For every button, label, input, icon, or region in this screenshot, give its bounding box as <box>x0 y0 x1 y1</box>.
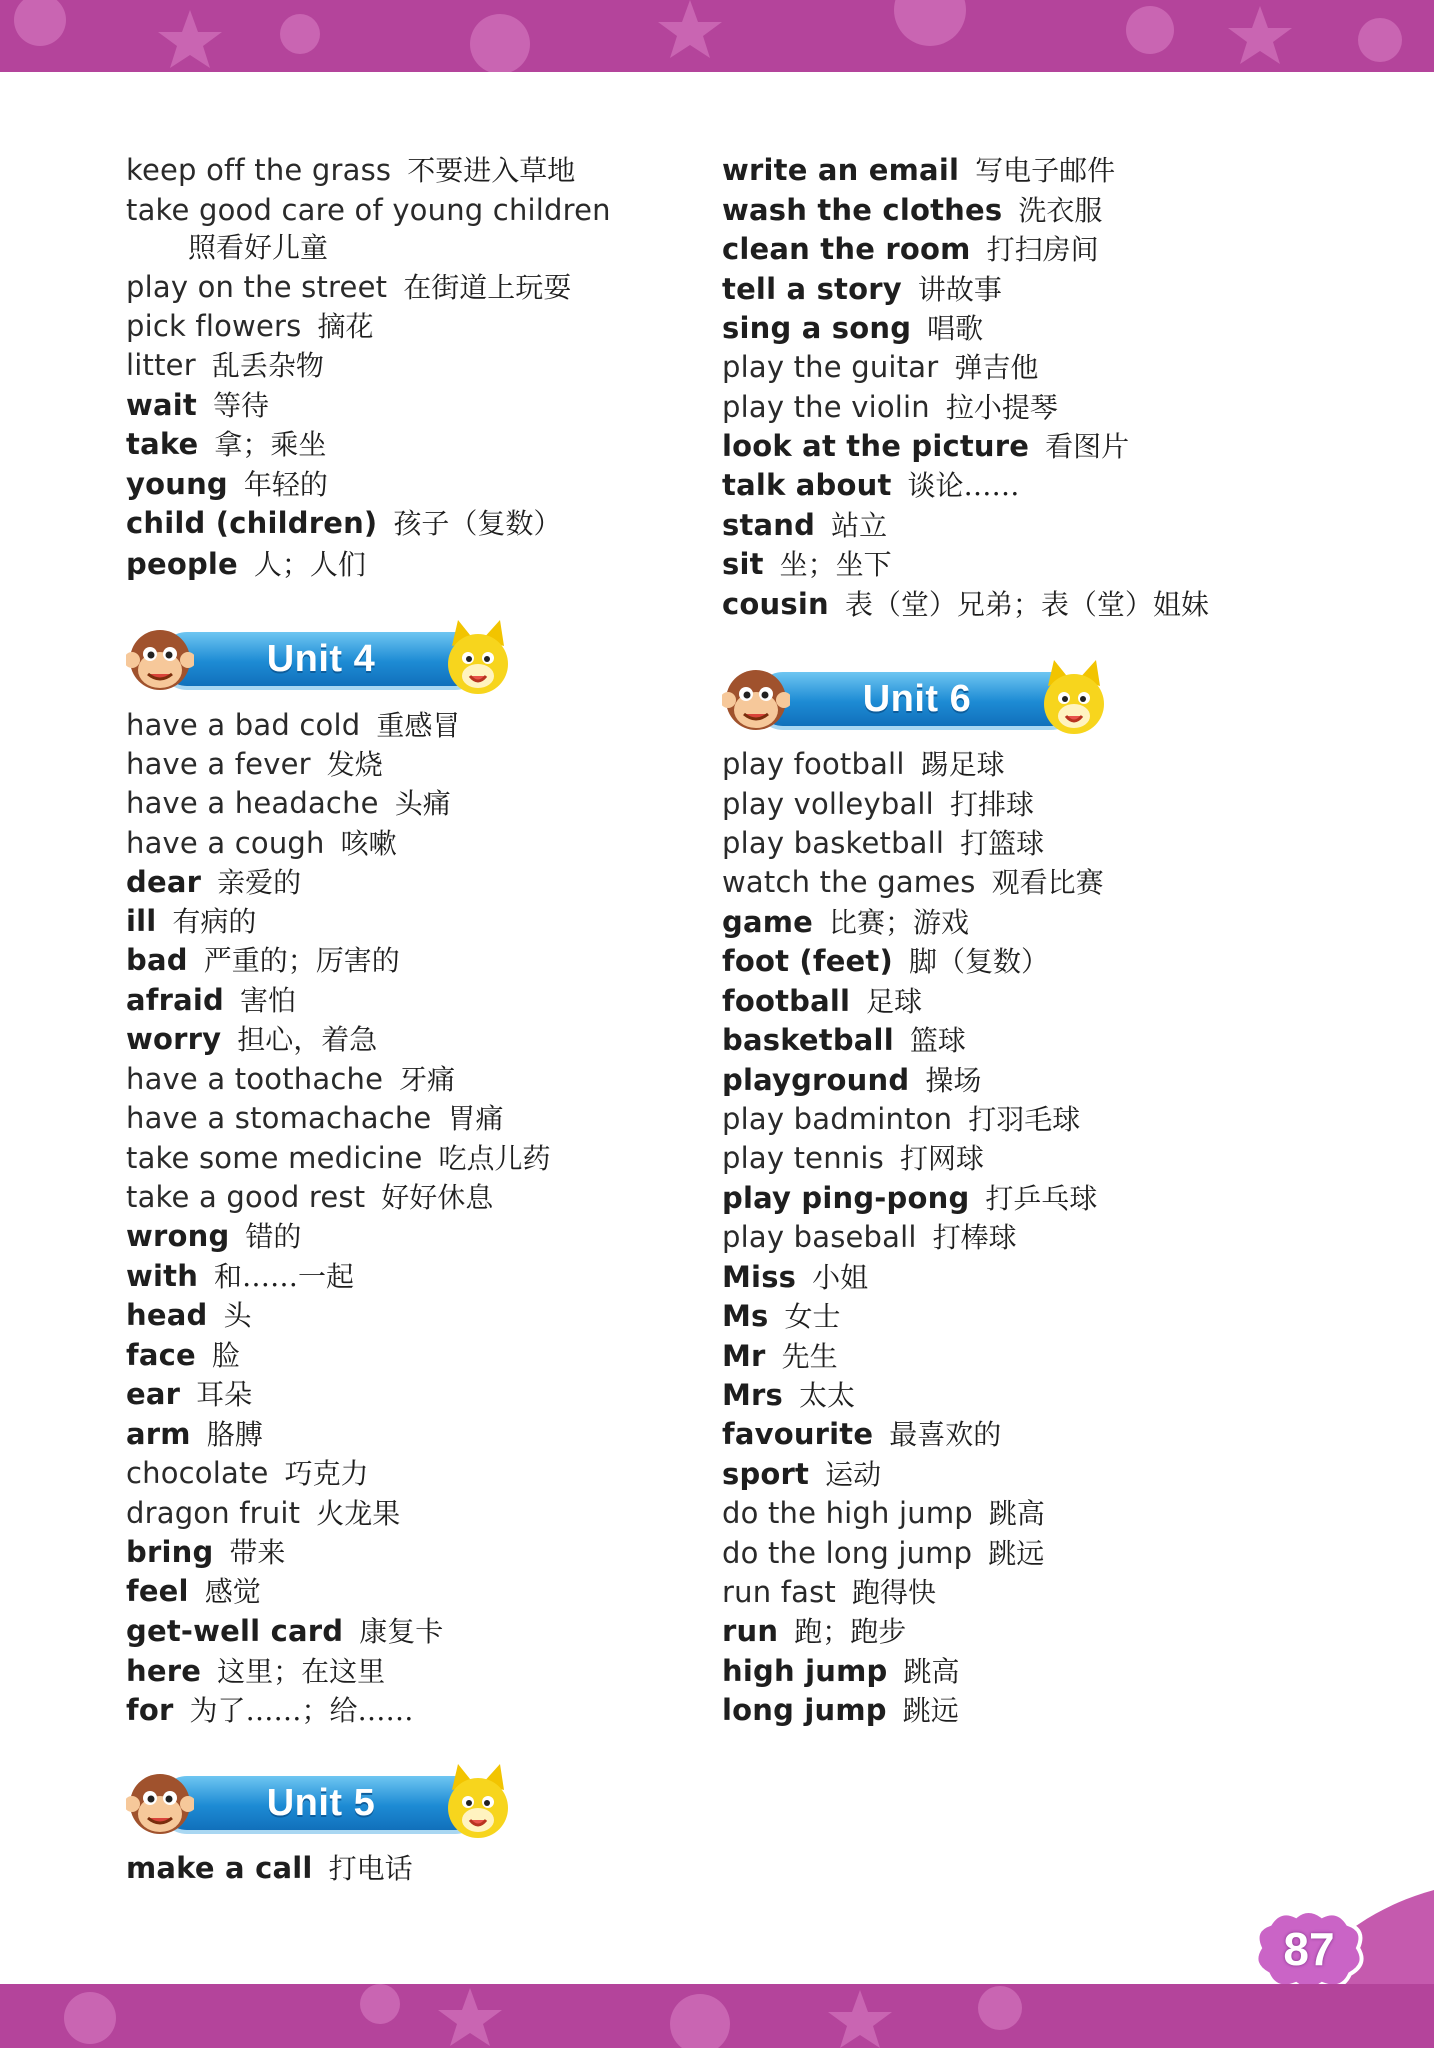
vocab-row <box>722 1533 1044 1573</box>
vocab-row <box>722 229 1099 269</box>
vocab-row <box>722 1060 981 1100</box>
vocab-english: look at the picture <box>722 429 1030 463</box>
vocab-chinese: 跳远 <box>988 1537 1045 1570</box>
vocab-chinese: 康复卡 <box>359 1615 444 1648</box>
vocab-chinese: 等待 <box>212 389 269 422</box>
vocab-english: have a headache <box>126 786 379 820</box>
vocab-chinese: 亲爱的 <box>217 866 302 899</box>
vocab-chinese: 担心，着急 <box>237 1023 378 1056</box>
vocab-chinese: 最喜欢的 <box>889 1418 1002 1451</box>
vocab-chinese: 操场 <box>925 1064 982 1097</box>
vocab-row <box>722 387 1058 427</box>
vocab-english: get-well card <box>126 1614 344 1648</box>
vocab-chinese: 巧克力 <box>284 1457 369 1490</box>
vocab-chinese: 唱歌 <box>927 312 984 345</box>
vocab-row <box>722 426 1129 466</box>
vocab-row <box>722 981 922 1021</box>
vocab-chinese: 拿；乘坐 <box>214 428 327 461</box>
vocab-chinese: 照看好儿童 <box>188 231 329 264</box>
vocab-row <box>722 784 1034 824</box>
vocab-row <box>722 465 1020 505</box>
vocab-chinese: 打棒球 <box>932 1221 1017 1254</box>
vocab-chinese: 运动 <box>825 1458 882 1491</box>
vocab-english: litter <box>126 348 196 382</box>
vocab-chinese: 为了……；给…… <box>189 1694 414 1727</box>
vocab-row <box>126 1295 251 1335</box>
vocab-row <box>126 901 256 941</box>
vocab-chinese: 火龙果 <box>316 1497 401 1530</box>
vocab-row <box>126 1453 369 1493</box>
vocab-chinese: 脸 <box>211 1339 240 1372</box>
vocab-english: run <box>722 1614 779 1648</box>
vocab-row <box>126 544 366 584</box>
vocab-english: ear <box>126 1377 181 1411</box>
vocab-english: here <box>126 1654 202 1688</box>
vocab-row <box>126 705 460 745</box>
vocab-row <box>722 1296 841 1336</box>
vocab-chinese: 有病的 <box>172 905 257 938</box>
vocab-row <box>722 1690 959 1730</box>
vocab-row <box>722 347 1038 387</box>
vocab-row <box>722 1138 984 1178</box>
vocab-row <box>126 267 571 307</box>
vocab-english: play volleyball <box>722 787 934 821</box>
vocab-english: wait <box>126 388 197 422</box>
vocab-row <box>722 1611 906 1651</box>
monkey-mascot-icon <box>126 622 194 696</box>
vocab-chinese: 好好休息 <box>381 1181 494 1214</box>
vocab-row <box>722 150 1115 190</box>
vocab-chinese: 感觉 <box>204 1575 261 1608</box>
vocab-english: head <box>126 1298 208 1332</box>
vocab-chinese: 打羽毛球 <box>968 1103 1081 1136</box>
vocab-chinese: 表（堂）兄弟；表（堂）姐妹 <box>844 588 1209 621</box>
vocab-chinese: 打电话 <box>328 1852 413 1885</box>
vocab-row <box>126 1138 551 1178</box>
unit-6-title: Unit 6 <box>862 678 972 720</box>
vocab-chinese: 孩子（复数） <box>393 507 562 540</box>
vocab-english: have a cough <box>126 826 325 860</box>
unit-5-banner <box>126 1762 516 1844</box>
vocab-row <box>126 306 373 346</box>
vocab-row <box>722 584 1209 624</box>
vocab-chinese: 头痛 <box>394 787 451 820</box>
vocab-row <box>722 544 892 584</box>
vocab-english: play the violin <box>722 390 930 424</box>
vocab-english: people <box>126 547 238 581</box>
vocab-chinese: 跑得快 <box>851 1576 936 1609</box>
vocab-english: run fast <box>722 1575 836 1609</box>
vocab-row <box>126 1019 377 1059</box>
monkey-mascot-icon <box>126 1766 194 1840</box>
cat-mascot-icon <box>440 1762 516 1844</box>
vocab-chinese: 跳高 <box>988 1497 1045 1530</box>
vocab-english: worry <box>126 1022 222 1056</box>
vocab-chinese: 弹吉他 <box>954 351 1039 384</box>
unit-4-banner <box>126 618 516 700</box>
vocab-chinese: 不要进入草地 <box>407 154 576 187</box>
vocab-chinese: 胳膊 <box>206 1418 263 1451</box>
vocab-row <box>126 1335 240 1375</box>
vocab-english: play on the street <box>126 270 388 304</box>
vocab-english: clean the room <box>722 232 971 266</box>
vocab-chinese: 头 <box>223 1299 252 1332</box>
vocab-chinese: 谈论…… <box>907 469 1020 502</box>
vocab-chinese: 看图片 <box>1045 430 1130 463</box>
vocab-chinese: 讲故事 <box>917 273 1002 306</box>
vocab-chinese: 打网球 <box>899 1142 984 1175</box>
vocab-chinese: 脚（复数） <box>908 945 1049 978</box>
vocab-row <box>722 1020 966 1060</box>
vocab-english: bring <box>126 1535 214 1569</box>
vocab-row <box>126 345 324 385</box>
vocab-english: pick flowers <box>126 309 302 343</box>
vocab-english: young <box>126 467 228 501</box>
vocab-row <box>722 1217 1017 1257</box>
vocab-english: play badminton <box>722 1102 953 1136</box>
vocab-chinese: 女士 <box>784 1300 841 1333</box>
vocab-row <box>126 1651 385 1691</box>
top-decorative-band <box>0 0 1434 72</box>
vocab-chinese: 发烧 <box>326 748 383 781</box>
vocab-english: favourite <box>722 1417 874 1451</box>
vocab-english: bad <box>126 943 188 977</box>
vocab-english: chocolate <box>126 1456 269 1490</box>
vocab-chinese: 写电子邮件 <box>975 154 1116 187</box>
vocab-row <box>126 1571 261 1611</box>
vocab-chinese: 打乒乓球 <box>985 1182 1098 1215</box>
vocab-chinese: 打排球 <box>949 788 1034 821</box>
vocab-chinese: 乱丢杂物 <box>211 349 324 382</box>
vocab-chinese: 小姐 <box>812 1261 869 1294</box>
vocab-english: do the high jump <box>722 1496 973 1530</box>
vocab-row <box>722 1493 1045 1533</box>
vocab-english: dear <box>126 865 202 899</box>
vocab-row <box>126 783 451 823</box>
vocab-english: have a bad cold <box>126 708 361 742</box>
vocab-english: do the long jump <box>722 1536 973 1570</box>
vocab-chinese: 吃点儿药 <box>438 1142 551 1175</box>
vocab-chinese: 跑；跑步 <box>794 1615 907 1648</box>
vocab-english: wash the clothes <box>722 193 1003 227</box>
vocab-chinese: 观看比赛 <box>991 866 1104 899</box>
vocab-english: have a stomachache <box>126 1101 432 1135</box>
vocab-english: afraid <box>126 983 224 1017</box>
vocab-row <box>722 823 1044 863</box>
vocab-english: have a toothache <box>126 1062 384 1096</box>
vocab-row <box>722 308 983 348</box>
vocab-row <box>722 1336 838 1376</box>
vocab-row <box>722 1099 1080 1139</box>
vocab-english: sit <box>722 547 764 581</box>
vocab-chinese: 站立 <box>831 509 888 542</box>
vocab-english: sport <box>722 1457 810 1491</box>
vocab-english: face <box>126 1338 196 1372</box>
vocab-row <box>722 1414 1001 1454</box>
vocab-row <box>722 269 1002 309</box>
vocab-chinese: 人；人们 <box>253 548 366 581</box>
vocab-chinese: 耳朵 <box>196 1378 253 1411</box>
cat-mascot-icon <box>1036 658 1112 740</box>
monkey-mascot-icon <box>722 662 790 736</box>
vocab-chinese: 跳高 <box>903 1655 960 1688</box>
vocab-row <box>126 150 575 190</box>
vocab-row <box>126 940 400 980</box>
vocab-chinese: 和……一起 <box>214 1260 355 1293</box>
vocab-english: stand <box>722 508 816 542</box>
vocab-row <box>126 464 328 504</box>
vocab-english: take <box>126 427 199 461</box>
vocab-chinese: 拉小提琴 <box>945 391 1058 424</box>
vocab-chinese: 太太 <box>799 1379 856 1412</box>
vocab-chinese: 咳嗽 <box>340 827 397 860</box>
vocab-english: cousin <box>722 587 829 621</box>
vocab-english: take a good rest <box>126 1180 366 1214</box>
band-pattern-icon <box>0 0 1434 72</box>
vocab-english: feel <box>126 1574 189 1608</box>
vocab-row <box>126 1098 503 1138</box>
vocab-chinese: 严重的；厉害的 <box>203 944 400 977</box>
vocab-row <box>722 1572 936 1612</box>
vocab-row <box>126 1611 443 1651</box>
vocab-chinese: 胃痛 <box>447 1102 504 1135</box>
vocab-chinese: 洗衣服 <box>1018 194 1103 227</box>
vocab-row <box>722 744 1005 784</box>
vocab-row <box>722 1651 959 1691</box>
vocab-chinese: 错的 <box>245 1220 302 1253</box>
vocab-english: play tennis <box>722 1141 884 1175</box>
vocab-english: play the guitar <box>722 350 939 384</box>
vocab-chinese: 摘花 <box>317 310 374 343</box>
vocab-english: play ping-pong <box>722 1181 970 1215</box>
vocab-row <box>126 503 561 543</box>
vocab-row <box>126 980 296 1020</box>
vocab-chinese: 先生 <box>781 1340 838 1373</box>
vocab-english: make a call <box>126 1851 313 1885</box>
vocab-row <box>722 941 1049 981</box>
vocab-chinese: 打扫房间 <box>986 233 1099 266</box>
vocab-row <box>126 1177 493 1217</box>
unit-4-title: Unit 4 <box>266 638 376 680</box>
vocab-row <box>126 1216 301 1256</box>
vocab-chinese: 带来 <box>229 1536 286 1569</box>
vocab-english: have a fever <box>126 747 311 781</box>
vocab-english: arm <box>126 1417 191 1451</box>
vocab-row <box>126 1493 400 1533</box>
vocab-chinese: 在街道上玩耍 <box>403 271 572 304</box>
vocab-english: play baseball <box>722 1220 917 1254</box>
vocab-row <box>126 227 328 267</box>
vocab-english: foot (feet) <box>722 944 893 978</box>
vocab-chinese: 跳远 <box>902 1694 959 1727</box>
vocab-row <box>126 1059 455 1099</box>
vocab-row <box>126 1256 354 1296</box>
vocab-chinese: 篮球 <box>909 1024 966 1057</box>
vocab-row <box>126 1414 263 1454</box>
vocab-row <box>126 1532 285 1572</box>
vocab-row <box>722 505 887 545</box>
vocab-row <box>126 1690 413 1730</box>
vocab-row <box>126 385 269 425</box>
vocab-row <box>126 1374 252 1414</box>
cat-mascot-icon <box>440 618 516 700</box>
vocab-row <box>126 823 397 863</box>
vocab-chinese: 害怕 <box>239 984 296 1017</box>
page-number: 87 <box>1283 1923 1335 1975</box>
vocab-row <box>126 1848 413 1888</box>
vocab-row <box>722 1454 881 1494</box>
vocab-row <box>126 862 301 902</box>
vocab-english: wrong <box>126 1219 230 1253</box>
vocab-english: long jump <box>722 1693 887 1727</box>
vocab-english: Mr <box>722 1339 766 1373</box>
vocab-chinese: 坐；坐下 <box>779 548 892 581</box>
vocab-row <box>126 190 627 230</box>
vocab-english: high jump <box>722 1654 888 1688</box>
vocab-row <box>722 902 969 942</box>
vocab-chinese: 打篮球 <box>960 827 1045 860</box>
vocab-english: for <box>126 1693 174 1727</box>
vocab-chinese: 年轻的 <box>243 468 328 501</box>
vocab-chinese: 重感冒 <box>376 709 461 742</box>
vocab-chinese: 牙痛 <box>399 1063 456 1096</box>
vocab-row <box>722 862 1104 902</box>
vocab-english: talk about <box>722 468 892 502</box>
unit-5-title: Unit 5 <box>266 1782 376 1824</box>
vocab-english: ill <box>126 904 157 938</box>
vocab-row <box>126 424 326 464</box>
vocab-english: with <box>126 1259 199 1293</box>
bottom-decorative-band <box>0 1984 1434 2048</box>
vocab-english: take good care of young children <box>126 193 611 227</box>
vocab-english: basketball <box>722 1023 894 1057</box>
vocab-english: play football <box>722 747 905 781</box>
vocab-chinese: 比赛；游戏 <box>829 906 970 939</box>
vocab-english: play basketball <box>722 826 945 860</box>
vocab-chinese: 足球 <box>866 985 923 1018</box>
vocab-row <box>722 1178 1097 1218</box>
vocab-english: keep off the grass <box>126 153 392 187</box>
vocab-english: Ms <box>722 1299 769 1333</box>
vocab-english: Miss <box>722 1260 797 1294</box>
unit-6-banner <box>722 658 1112 740</box>
vocab-english: game <box>722 905 814 939</box>
vocab-chinese: 踢足球 <box>920 748 1005 781</box>
vocab-row <box>722 1257 868 1297</box>
vocab-english: dragon fruit <box>126 1496 301 1530</box>
vocab-english: sing a song <box>722 311 912 345</box>
vocab-chinese: 这里；在这里 <box>217 1655 386 1688</box>
vocab-row <box>722 1375 855 1415</box>
vocab-english: tell a story <box>722 272 902 306</box>
vocab-english: watch the games <box>722 865 976 899</box>
vocab-english: take some medicine <box>126 1141 423 1175</box>
vocab-row <box>126 744 383 784</box>
vocab-english: playground <box>722 1063 910 1097</box>
vocab-english: Mrs <box>722 1378 784 1412</box>
vocab-english: football <box>722 984 851 1018</box>
band-pattern-icon <box>0 1984 1434 2048</box>
vocab-row <box>722 190 1102 230</box>
vocab-english: child (children) <box>126 506 378 540</box>
vocab-english: write an email <box>722 153 960 187</box>
